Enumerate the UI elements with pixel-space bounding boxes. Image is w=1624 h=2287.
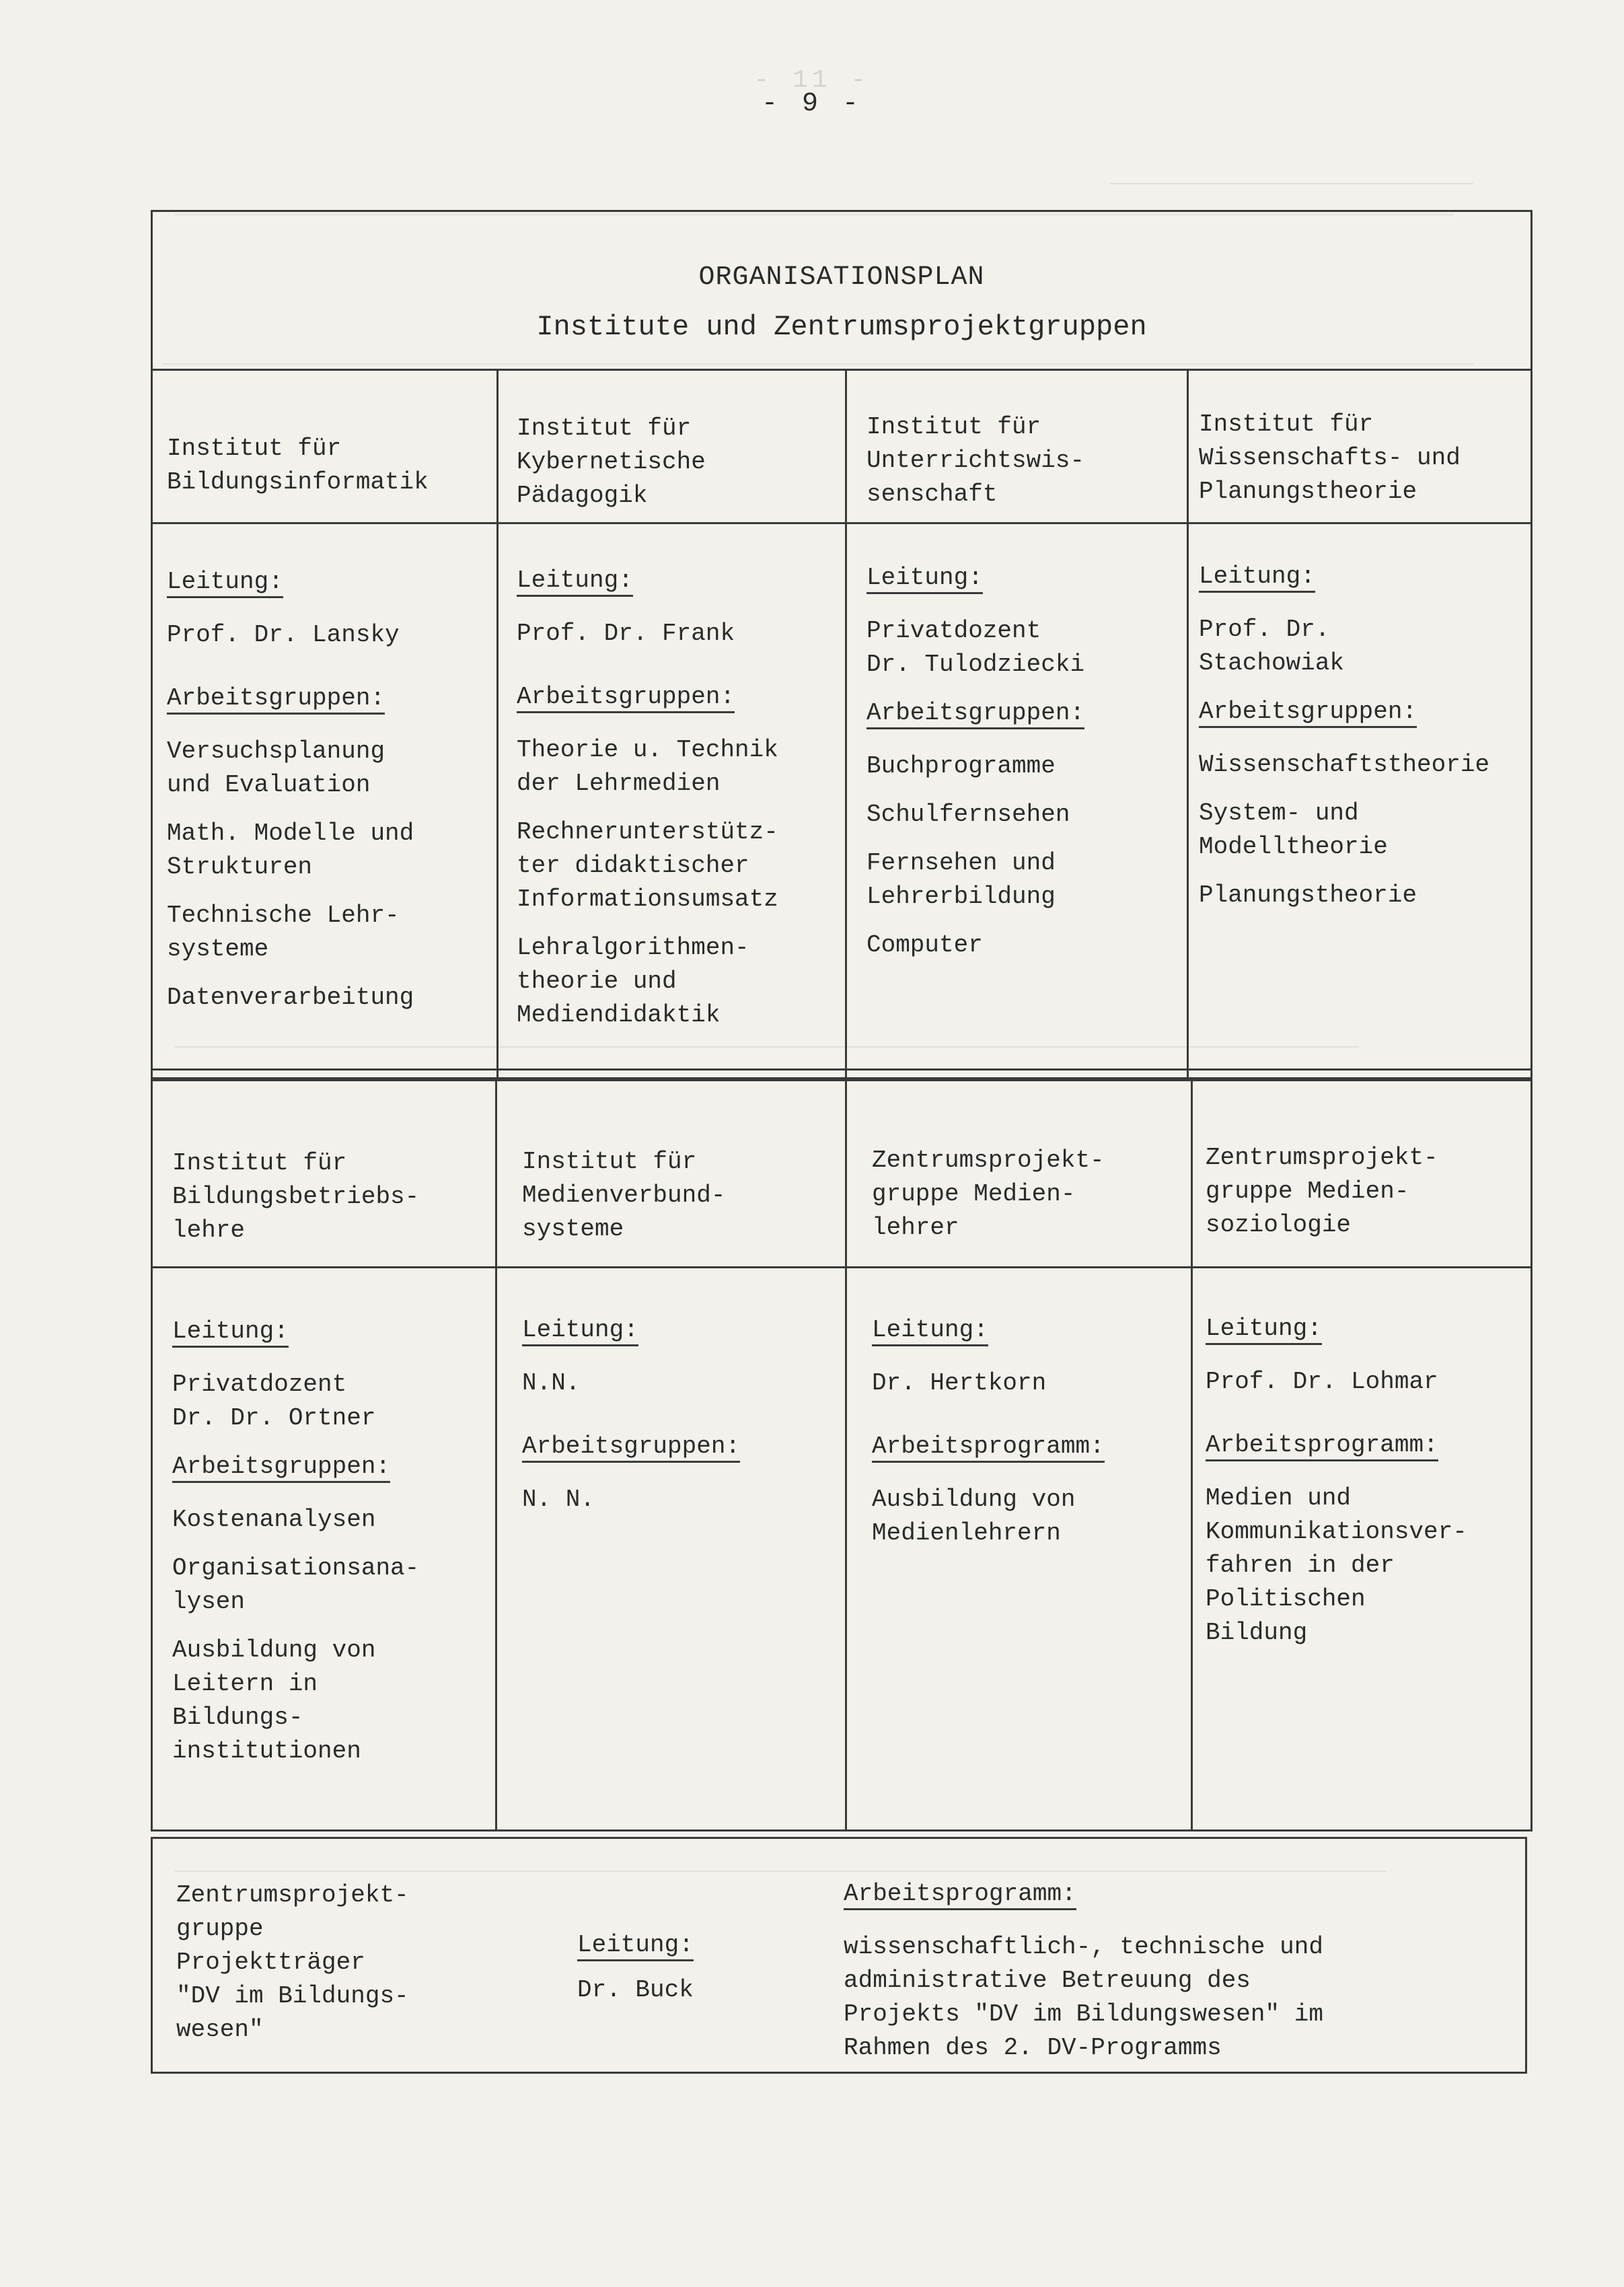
- work-label: Arbeitsgruppen:: [167, 684, 385, 715]
- divider: [151, 369, 1533, 371]
- institute-details: Leitung: N.N. Arbeitsgruppen: N. N.: [522, 1316, 741, 1513]
- divider: [151, 522, 1533, 524]
- leitung-label: Leitung:: [577, 1931, 694, 1961]
- leitung-name: Privatdozent: [172, 1371, 347, 1398]
- work-label: Arbeitsgruppen:: [522, 1432, 740, 1463]
- divider: [1187, 369, 1189, 1079]
- institute-name: Institut für Wissenschafts- und Planungstheorie: [1199, 410, 1461, 505]
- work-label: Arbeitsprogramm:: [1206, 1431, 1438, 1461]
- leitung-label: Leitung:: [1199, 562, 1315, 593]
- leitung-label: Leitung:: [172, 1317, 289, 1348]
- leitung-label: Leitung:: [517, 567, 633, 597]
- institute-details: Leitung: Dr. Hertkorn Arbeitsprogramm: Ausbildung von Medienlehrern: [872, 1316, 1105, 1547]
- leitung-name: Privatdozent: [866, 617, 1041, 645]
- divider: [495, 1079, 497, 1831]
- institute-details: Leitung: Prof. Dr. Lansky Arbeitsgruppen: Versuchsplanung und Evaluation Math. Modelle und Strukturen Technische Lehr- systeme Datenverarbeitung: [167, 568, 414, 1011]
- divider: [845, 369, 847, 1079]
- page-number: - 9 -: [761, 89, 863, 119]
- footer-leitung: [577, 1928, 694, 2007]
- page-subtitle: Institute und Zentrumsprojektgruppen: [536, 311, 1147, 343]
- institute-name: Zentrumsprojekt- gruppe Medien- soziologie: [1206, 1144, 1438, 1239]
- institute-details: Leitung: Prof. Dr. Stachowiak Arbeitsgruppen: Wissenschaftstheorie System- und Modelltheorie Planungstheorie: [1199, 562, 1490, 909]
- leitung-label: Leitung:: [522, 1316, 638, 1346]
- ghost-page-number: - 11 -: [753, 66, 871, 95]
- institute-name: Institut für Unterrichtswis- senschaft: [866, 413, 1085, 508]
- divider: [1191, 1079, 1193, 1831]
- leitung-name: Prof. Dr.: [1199, 616, 1330, 643]
- divider: [496, 369, 499, 1079]
- leitung-label: Leitung:: [1206, 1315, 1322, 1345]
- ghost-line: [1110, 183, 1473, 184]
- leitung-name: Dr. Buck: [577, 1976, 694, 2004]
- leitung-name: Prof. Dr. Lohmar: [1206, 1368, 1438, 1395]
- work-label: Arbeitsprogramm:: [844, 1880, 1076, 1910]
- work-label: Arbeitsgruppen:: [172, 1453, 390, 1483]
- divider: [151, 1068, 1533, 1070]
- institute-name: Institut für Bildungsinformatik: [167, 435, 429, 496]
- work-label: Arbeitsgruppen:: [1199, 698, 1417, 728]
- leitung-label: Leitung:: [167, 568, 283, 598]
- institute-details: Leitung: Privatdozent Dr. Dr. Ortner Arbeitsgruppen: Kostenanalysen Organisationsana- lysen Ausbildung von Leitern in Bildungs- institutionen: [172, 1317, 420, 1765]
- work-label: Arbeitsprogramm:: [872, 1432, 1105, 1463]
- work-label: Arbeitsgruppen:: [517, 683, 735, 713]
- institute-details: Leitung: Prof. Dr. Frank Arbeitsgruppen: Theorie u. Technik der Lehrmedien Rechnerunterstütz- ter didaktischer Informationsumsatz Lehralgorithmen- theorie und Mediendidaktik: [517, 567, 778, 1029]
- leitung-name: Prof. Dr. Frank: [517, 620, 735, 647]
- leitung-name: Dr. Hertkorn: [872, 1369, 1047, 1397]
- institute-name: Institut für Bildungsbetriebs- lehre: [172, 1149, 420, 1244]
- institute-details: Leitung: Prof. Dr. Lohmar Arbeitsprogramm: Medien und Kommunikationsver- fahren in der Politischen Bildung: [1206, 1315, 1467, 1646]
- divider: [151, 1266, 1533, 1268]
- leitung-label: Leitung:: [872, 1316, 988, 1346]
- leitung-label: Leitung:: [866, 564, 983, 594]
- work-label: Arbeitsgruppen:: [866, 699, 1084, 729]
- footer-name: Zentrumsprojekt- gruppe Projektträger "DV im Bildungs- wesen": [176, 1881, 409, 2043]
- footer-program: Arbeitsprogramm: wissenschaftlich-, technische und administrative Betreuung des Projekts "DV im Bildungswesen" im Rahmen des 2. DV-Programms: [844, 1880, 1323, 2062]
- divider: [845, 1079, 847, 1831]
- leitung-name: N.N.: [522, 1369, 581, 1397]
- institute-name: Institut für Medienverbund- systeme: [522, 1148, 726, 1243]
- page-title: ORGANISATIONSPLAN: [698, 262, 985, 293]
- leitung-name: Prof. Dr. Lansky: [167, 621, 400, 649]
- institute-details: Leitung: Privatdozent Dr. Tulodziecki Arbeitsgruppen: Buchprogramme Schulfernsehen Fernsehen und Lehrerbildung Computer: [866, 564, 1085, 959]
- institute-name: Institut für Kybernetische Pädagogik: [517, 414, 706, 509]
- institute-name: Zentrumsprojekt- gruppe Medien- lehrer: [872, 1147, 1105, 1241]
